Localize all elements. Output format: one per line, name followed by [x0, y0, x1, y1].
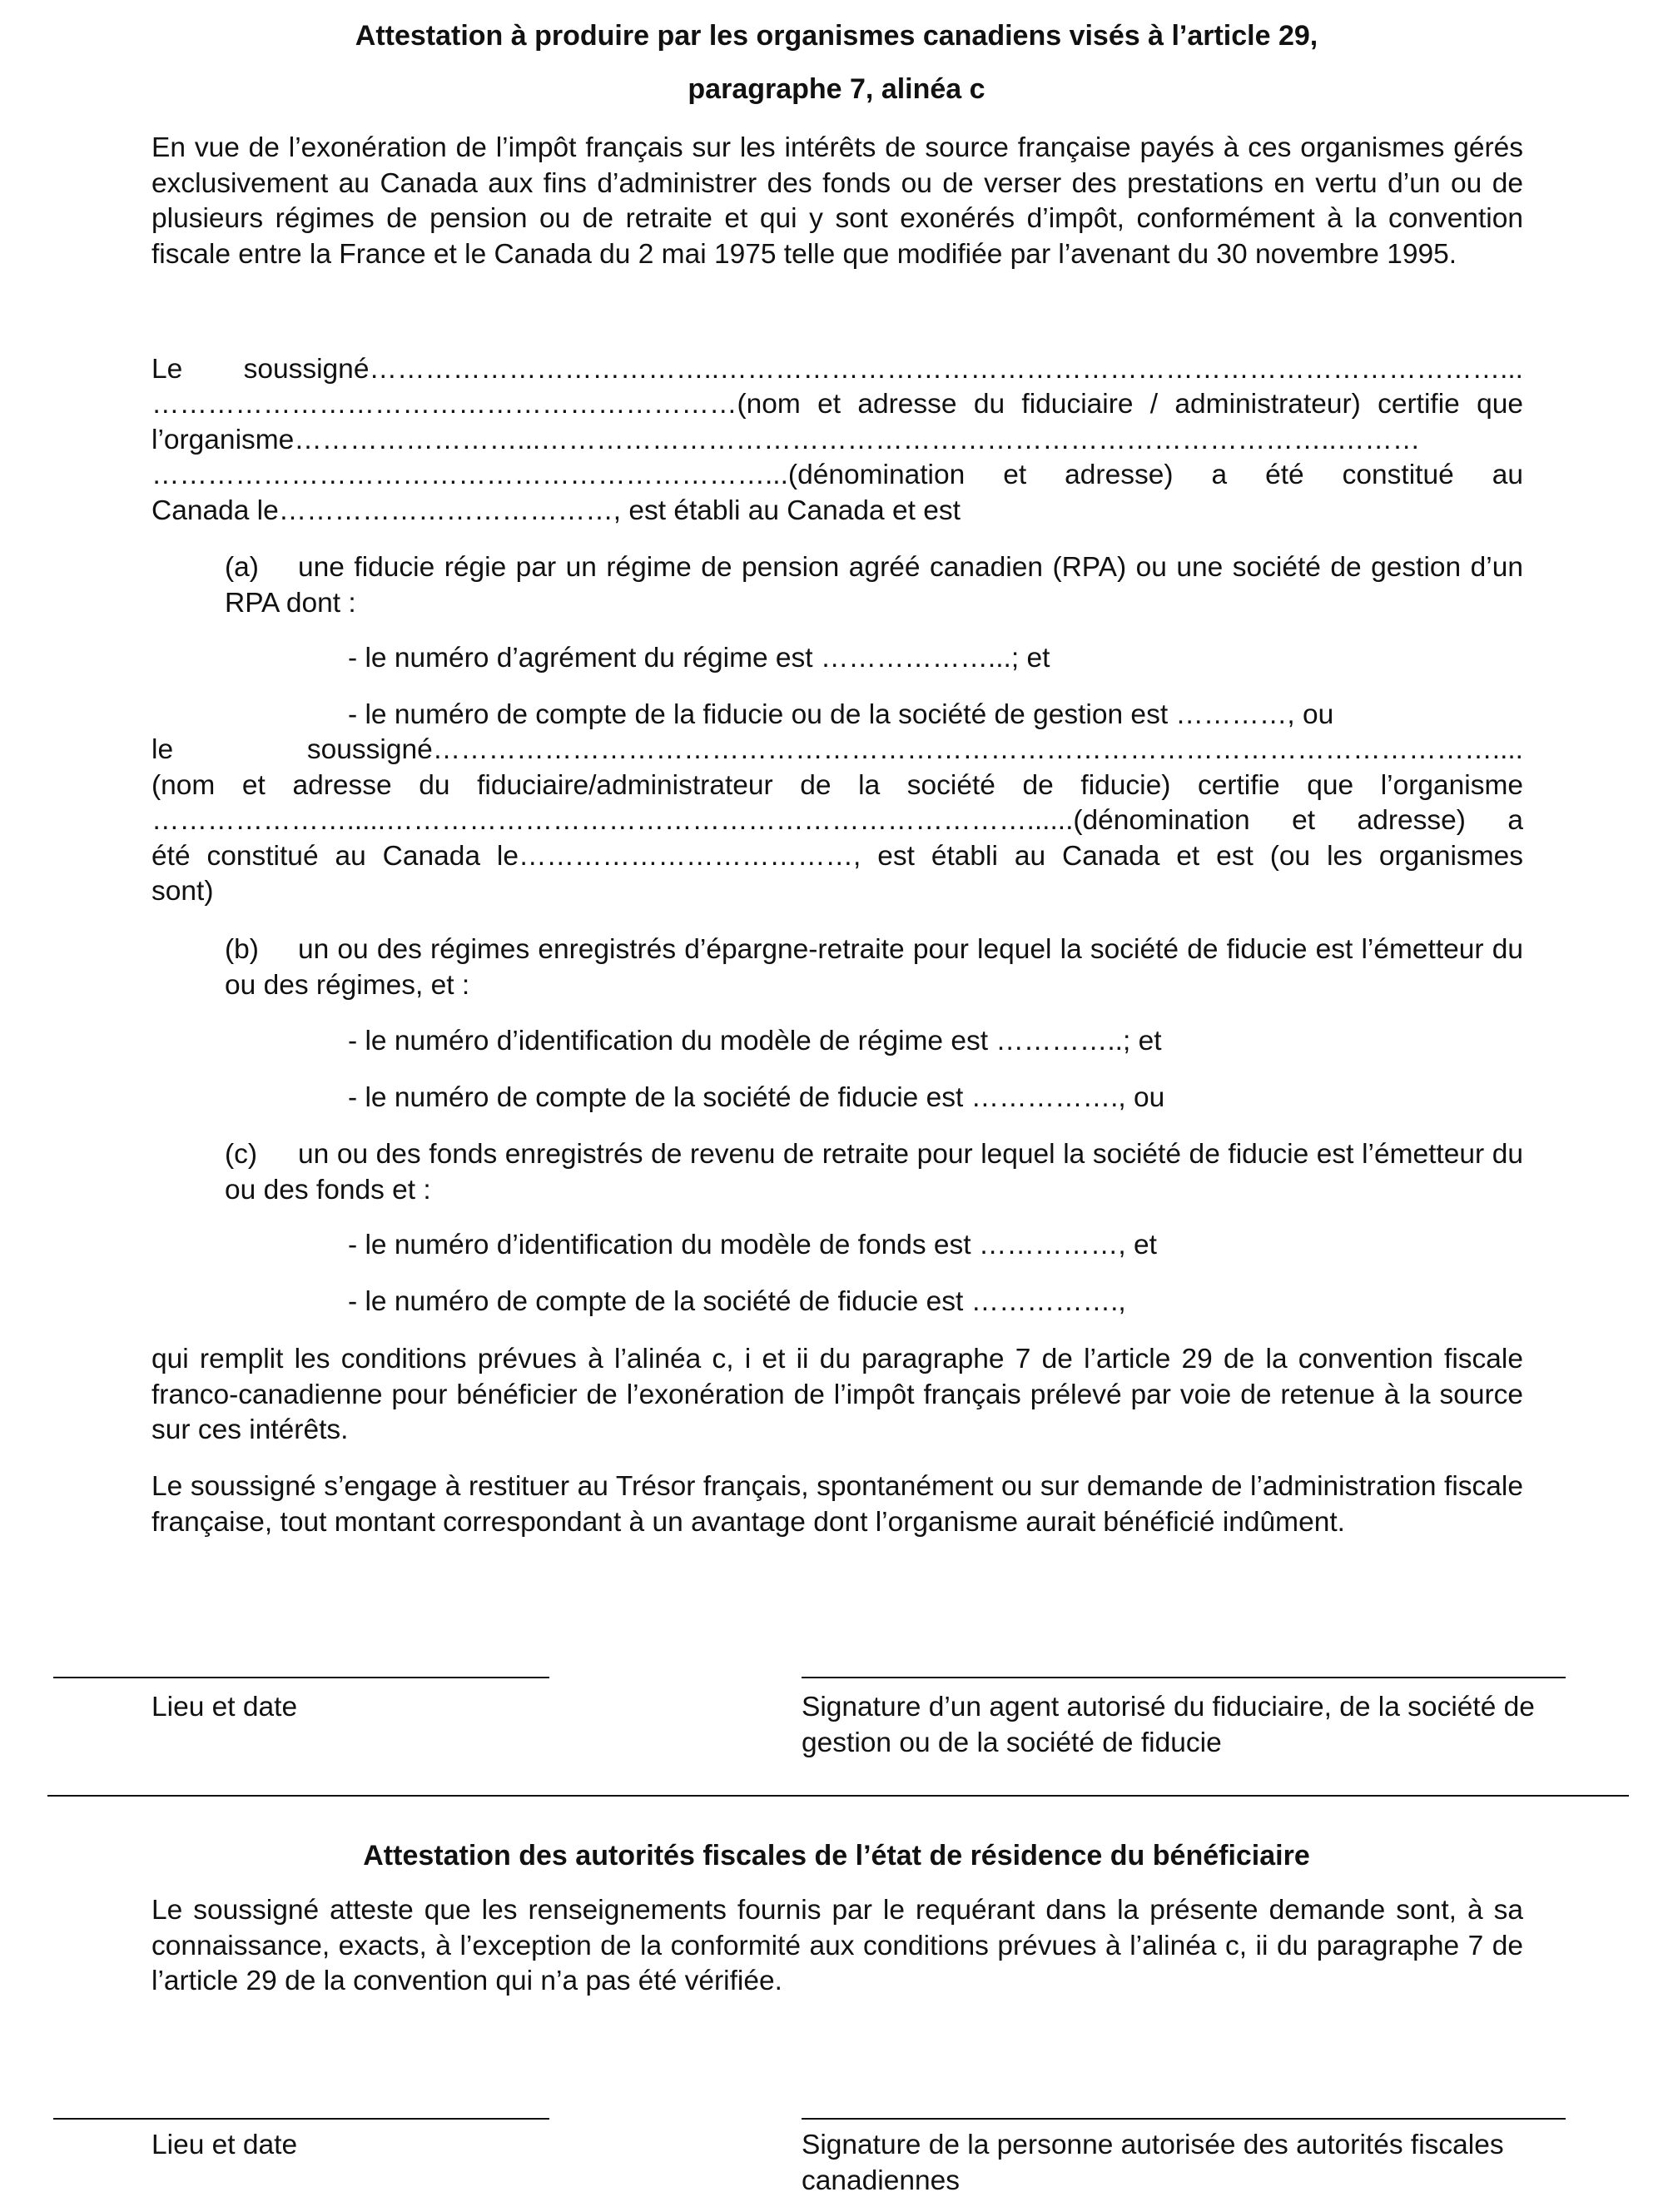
signature-line-1	[802, 1677, 1566, 1678]
conditions-paragraph: qui remplit les conditions prévues à l’alinéa c, i et ii du paragraphe 7 de l’article 29 de la convention fiscale franco-canadienne pour bénéficier de l’exonération de l’impôt français prélevé par voie de retenue à la source sur ces intérêts.	[151, 1344, 1523, 1445]
undersigned-line-1: Le soussigné………………………………..…………………………………………………………………………...	[151, 354, 1523, 385]
item-c-sub-2: - le numéro de compte de la société de fiducie est …………….,	[348, 1286, 1126, 1317]
trust-line-4: été constitué au Canada le………………………………, est établi au Canada et est (ou les organismes	[151, 841, 1523, 872]
section1-title-line1: Attestation à produire par les organismes canadiens visés à l’article 29,	[355, 20, 1318, 52]
undersigned-line-3: l’organisme……………………...…………………………………………………………………………..………	[151, 425, 1421, 455]
item-b-sub-2: - le numéro de compte de la société de fiducie est ……………., ou	[348, 1082, 1165, 1113]
signature-line-2	[802, 2118, 1566, 2120]
item-a	[225, 550, 1523, 621]
tax-authority-paragraph: Le soussigné atteste que les renseignements fournis par le requérant dans la présente demande sont, à sa connaissance, exacts, à l’exception de la conformité aux conditions prévues à l’alinéa c, ii du paragraphe 7 de l’article 29 de la convention qui n’a pas été vérifiée.	[151, 1895, 1523, 1996]
trust-line-1: le soussigné……………………………………………………………………………………………………....	[151, 734, 1523, 765]
place-date-line-1	[53, 1677, 549, 1678]
item-a-label: (a)	[225, 552, 259, 583]
place-date-line-2	[53, 2118, 549, 2120]
signature-label-2: Signature de la personne autorisée des autorités fiscales canadiennes	[802, 2130, 1504, 2196]
item-b-text: un ou des régimes enregistrés d’épargne-retraite pour lequel la société de fiducie est l’émetteur du ou des régimes, et :	[225, 934, 1523, 1001]
trust-line-5: sont)	[151, 876, 214, 907]
commitment-paragraph: Le soussigné s’engage à restituer au Trésor français, spontanément ou sur demande de l’administration fiscale française, tout montant correspondant à un avantage dont l’organisme aurait bénéficié indûment.	[151, 1471, 1523, 1538]
item-c-sub-1: - le numéro d’identification du modèle de fonds est ……………, et	[348, 1230, 1157, 1260]
trust-line-2: (nom et adresse du fiduciaire/administrateur de la société de fiducie) certifie que l’organisme	[151, 770, 1523, 801]
place-date-label-1: Lieu et date	[151, 1692, 298, 1722]
item-a-text: une fiducie régie par un régime de pension agréé canadien (RPA) ou une société de gestion d’un RPA dont :	[225, 552, 1523, 619]
item-b-sub-1: - le numéro d’identification du modèle de régime est …………..; et	[348, 1026, 1162, 1056]
item-a-sub-2: - le numéro de compte de la fiducie ou de la société de gestion est …………, ou	[348, 699, 1334, 730]
section-divider	[47, 1795, 1629, 1797]
undersigned-line-5: Canada le………………………………, est établi au Canada et est	[151, 495, 961, 526]
item-c-label: (c)	[225, 1139, 258, 1170]
section2-title: Attestation des autorités fiscales de l’état de résidence du bénéficiaire	[363, 1840, 1310, 1872]
intro-paragraph: En vue de l’exonération de l’impôt français sur les intérêts de source française payés à ces organismes gérés exclusivement au Canada aux fins d’administrer des fonds ou de verser des prestations en vertu d’un ou de plusieurs régimes de pension ou de retraite et qui y sont exonérés d’impôt, conformément à la convention fiscale entre la France et le Canada du 2 mai 1975 telle que modifiée par l’avenant du 30 novembre 1995.	[151, 132, 1523, 270]
undersigned-line-2: ………………………………………………………(nom et adresse du fiduciaire / administrateur) certifie que	[151, 389, 1523, 420]
trust-line-3: ………………….....……………………………………………………………......(dénomination et adresse) a	[151, 805, 1523, 836]
item-b-label: (b)	[225, 934, 259, 965]
place-date-label-2: Lieu et date	[151, 2130, 298, 2160]
item-c	[225, 1137, 1523, 1208]
item-a-sub-1: - le numéro d’agrément du régime est ………………...; et	[348, 643, 1050, 674]
item-b	[225, 932, 1523, 1003]
item-c-text: un ou des fonds enregistrés de revenu de retraite pour lequel la société de fiducie est l’émetteur du ou des fonds et :	[225, 1139, 1523, 1205]
undersigned-line-4: …………………………………………………………...(dénomination et adresse) a été constitué au	[151, 460, 1523, 490]
section1-title-line2: paragraphe 7, alinéa c	[688, 73, 985, 105]
signature-label-1: Signature d’un agent autorisé du fiduciaire, de la société de gestion ou de la société de fiducie	[802, 1692, 1535, 1758]
